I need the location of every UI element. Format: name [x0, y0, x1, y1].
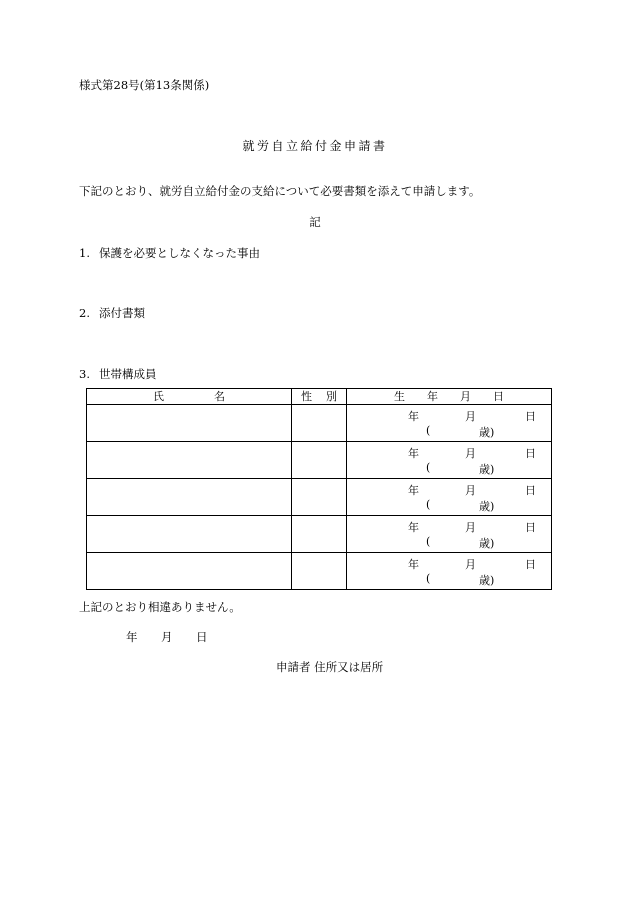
member-name-cell[interactable]	[87, 553, 292, 590]
dob-day-label: 日	[525, 447, 536, 460]
item-household	[79, 369, 157, 381]
age-label: 歳)	[479, 426, 495, 439]
age-label: 歳)	[479, 500, 495, 513]
dob-day-label: 日	[525, 558, 536, 571]
header-sex: 性 別	[292, 389, 347, 405]
member-dob-cell[interactable]	[347, 553, 552, 590]
member-dob-cell[interactable]	[347, 516, 552, 553]
item-label: 添付書類	[99, 306, 145, 320]
dob-month-label: 月	[465, 447, 476, 460]
date-month-label: 月	[161, 630, 173, 644]
dob-month-label: 月	[465, 410, 476, 423]
item-number: 1.	[79, 246, 90, 260]
dob-day-label: 日	[525, 521, 536, 534]
item-label: 世帯構成員	[99, 367, 157, 381]
application-date	[126, 632, 216, 644]
table-header-row	[87, 389, 552, 405]
table-row	[87, 479, 552, 516]
age-open-paren: (	[426, 572, 431, 585]
member-sex-cell[interactable]	[292, 405, 347, 442]
member-dob-cell[interactable]	[347, 479, 552, 516]
dob-year-label: 年	[408, 410, 419, 423]
dob-month-label: 月	[465, 558, 476, 571]
dob-year-label: 年	[408, 558, 419, 571]
member-name-cell[interactable]	[87, 405, 292, 442]
form-number: 様式第28号(第13条関係)	[79, 78, 210, 92]
member-name-cell[interactable]	[87, 479, 292, 516]
table-row	[87, 516, 552, 553]
age-open-paren: (	[426, 461, 431, 474]
item-number: 2.	[79, 306, 90, 320]
member-sex-cell[interactable]	[292, 479, 347, 516]
member-sex-cell[interactable]	[292, 553, 347, 590]
dob-year-label: 年	[408, 484, 419, 497]
age-open-paren: (	[426, 535, 431, 548]
item-number: 3.	[79, 367, 90, 381]
table-row	[87, 553, 552, 590]
item-attachments	[79, 308, 145, 320]
member-dob-cell[interactable]	[347, 405, 552, 442]
intro-text: 下記のとおり、就労自立給付金の支給について必要書類を添えて申請します。	[79, 184, 481, 198]
ki-heading: 記	[309, 215, 321, 229]
member-name-cell[interactable]	[87, 442, 292, 479]
date-day-label: 日	[196, 630, 208, 644]
member-sex-cell[interactable]	[292, 442, 347, 479]
age-label: 歳)	[479, 537, 495, 550]
age-label: 歳)	[479, 463, 495, 476]
dob-day-label: 日	[525, 410, 536, 423]
document-title: 就労自立給付金申請書	[242, 139, 388, 153]
dob-day-label: 日	[525, 484, 536, 497]
age-open-paren: (	[426, 424, 431, 437]
dob-year-label: 年	[408, 447, 419, 460]
dob-month-label: 月	[465, 521, 476, 534]
dob-month-label: 月	[465, 484, 476, 497]
household-members-table	[86, 388, 552, 590]
item-label: 保護を必要としなくなった事由	[99, 246, 260, 260]
dob-year-label: 年	[408, 521, 419, 534]
member-sex-cell[interactable]	[292, 516, 347, 553]
age-label: 歳)	[479, 574, 495, 587]
table-row	[87, 405, 552, 442]
item-reason	[79, 248, 260, 260]
date-year-label: 年	[126, 630, 138, 644]
table-row	[87, 442, 552, 479]
member-dob-cell[interactable]	[347, 442, 552, 479]
header-dob: 生 年 月 日	[347, 389, 552, 405]
member-name-cell[interactable]	[87, 516, 292, 553]
age-open-paren: (	[426, 498, 431, 511]
applicant-address-label: 申請者 住所又は居所	[276, 660, 384, 674]
header-name: 氏 名	[87, 389, 292, 405]
confirmation-text: 上記のとおり相違ありません。	[79, 600, 241, 614]
